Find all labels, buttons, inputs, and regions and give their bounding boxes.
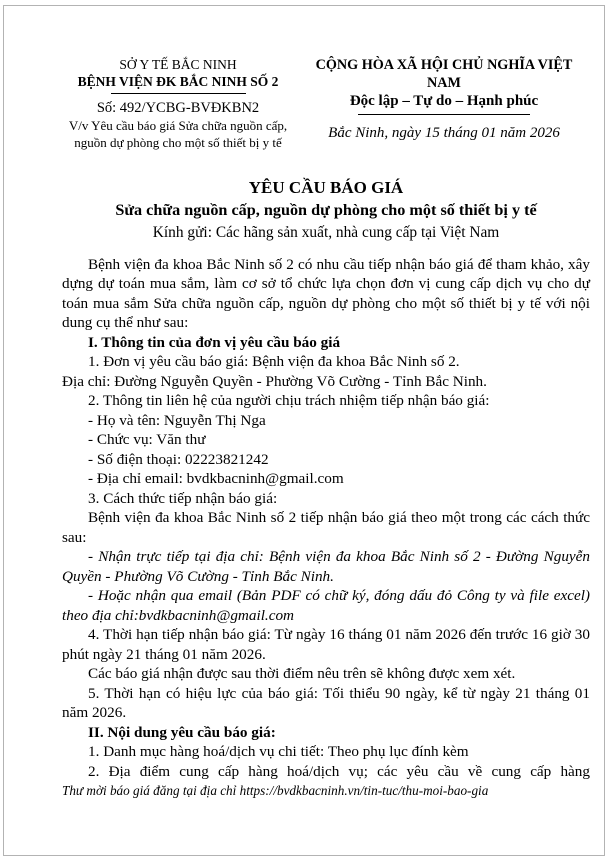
document-body <box>62 255 590 782</box>
contact-position-line: - Chức vụ: Văn thư <box>88 431 206 449</box>
section-heading-2: II. Nội dung yêu cầu báo giá: <box>88 723 276 741</box>
national-motto-block <box>298 56 590 143</box>
requesting-unit-line: 1. Đơn vị yêu cầu báo giá: Bệnh viện đa khoa Bắc Ninh số 2. <box>88 353 460 371</box>
document-subject: V/v Yêu cầu báo giá Sửa chữa nguồn cấp, nguồn dự phòng cho một số thiết bị y tế <box>68 118 288 150</box>
contact-name-line: - Họ và tên: Nguyễn Thị Nga <box>88 411 266 429</box>
country-name: CỘNG HÒA XÃ HỘI CHỦ NGHĨA VIỆT NAM <box>315 57 573 91</box>
delivery-location-line: 2. Địa điểm cung cấp hàng hoá/dịch vụ; các yêu cầu về cung cấp hàng <box>88 762 590 780</box>
deadline-line: 4. Thời hạn tiếp nhận báo giá: Từ ngày 16 tháng 01 năm 2026 đến trước 16 giờ 30 phút ngày 21 tháng 01 năm 2026. <box>62 626 590 663</box>
header-right-rule <box>358 114 530 115</box>
document-title: YÊU CẦU BÁO GIÁ <box>248 177 404 197</box>
reception-method-heading: 3. Cách thức tiếp nhận báo giá: <box>88 489 278 507</box>
header-left-rule <box>111 93 246 94</box>
late-quotes-line: Các báo giá nhận được sau thời điểm nêu trên sẽ không được xem xét. <box>88 665 516 683</box>
place-date-line: Bắc Ninh, ngày 15 tháng 01 năm 2026 <box>328 125 560 141</box>
reception-email-line: - Hoặc nhận qua email (Bản PDF có chữ ký, đóng dấu đỏ Công ty và file excel) theo địa chỉ:bvdkbacninh@gmail.com <box>62 587 590 624</box>
document-header <box>62 56 590 152</box>
national-motto: Độc lập – Tự do – Hạnh phúc <box>349 93 539 109</box>
section-heading-1: I. Thông tin của đơn vị yêu cầu báo giá <box>88 333 341 351</box>
addressee-line: Kính gửi: Các hãng sản xuất, nhà cung cấp tại Việt Nam <box>152 223 500 241</box>
contact-email-line: - Địa chỉ email: bvdkbacninh@gmail.com <box>88 470 344 488</box>
footer-note: Thư mời báo giá đăng tại địa chỉ https://bvdkbacninh.vn/tin-tuc/thu-moi-bao-gia <box>62 783 489 799</box>
hospital-name: BỆNH VIỆN ĐK BẮC NINH SỐ 2 <box>77 74 279 89</box>
document-number: Số: 492/YCBG-BVĐKBN2 <box>96 100 260 116</box>
address-line: Địa chỉ: Đường Nguyễn Quyền - Phường Võ Cường - Tỉnh Bắc Ninh. <box>62 372 487 390</box>
department-name: SỞ Y TẾ BẮC NINH <box>119 57 237 72</box>
reception-direct-line: - Nhận trực tiếp tại địa chỉ: Bệnh viện đa khoa Bắc Ninh số 2 - Đường Nguyễn Quyền - Phường Võ Cường - Tỉnh Bắc Ninh. <box>62 548 590 585</box>
document-page <box>3 5 605 856</box>
title-block <box>62 176 590 244</box>
validity-line: 5. Thời hạn có hiệu lực của báo giá: Tối thiểu 90 ngày, kể từ ngày 21 tháng 01 năm 2026. <box>62 684 590 722</box>
goods-list-line: 1. Danh mục hàng hoá/dịch vụ chi tiết: Theo phụ lục đính kèm <box>88 743 469 761</box>
reception-method-intro: Bệnh viện đa khoa Bắc Ninh số 2 tiếp nhận báo giá theo một trong các cách thức sau: <box>62 509 590 546</box>
contact-info-heading: 2. Thông tin liên hệ của người chịu trách nhiệm tiếp nhận báo giá: <box>88 392 490 410</box>
issuing-org-block <box>62 56 294 152</box>
document-subtitle: Sửa chữa nguồn cấp, nguồn dự phòng cho một số thiết bị y tế <box>115 200 537 219</box>
intro-paragraph: Bệnh viện đa khoa Bắc Ninh số 2 có nhu cầu tiếp nhận báo giá để tham khảo, xây dựng dự toán mua sắm, làm cơ sở tổ chức lựa chọn đơn vị cung cấp dịch vụ cho dự toán mua sắm Sửa chữa nguồn cấp, nguồn dự phòng cho một số thiết bị y tế với nội dung cụ thể như sau: <box>62 255 590 332</box>
contact-phone-line: - Số điện thoại: 02223821242 <box>88 450 269 468</box>
